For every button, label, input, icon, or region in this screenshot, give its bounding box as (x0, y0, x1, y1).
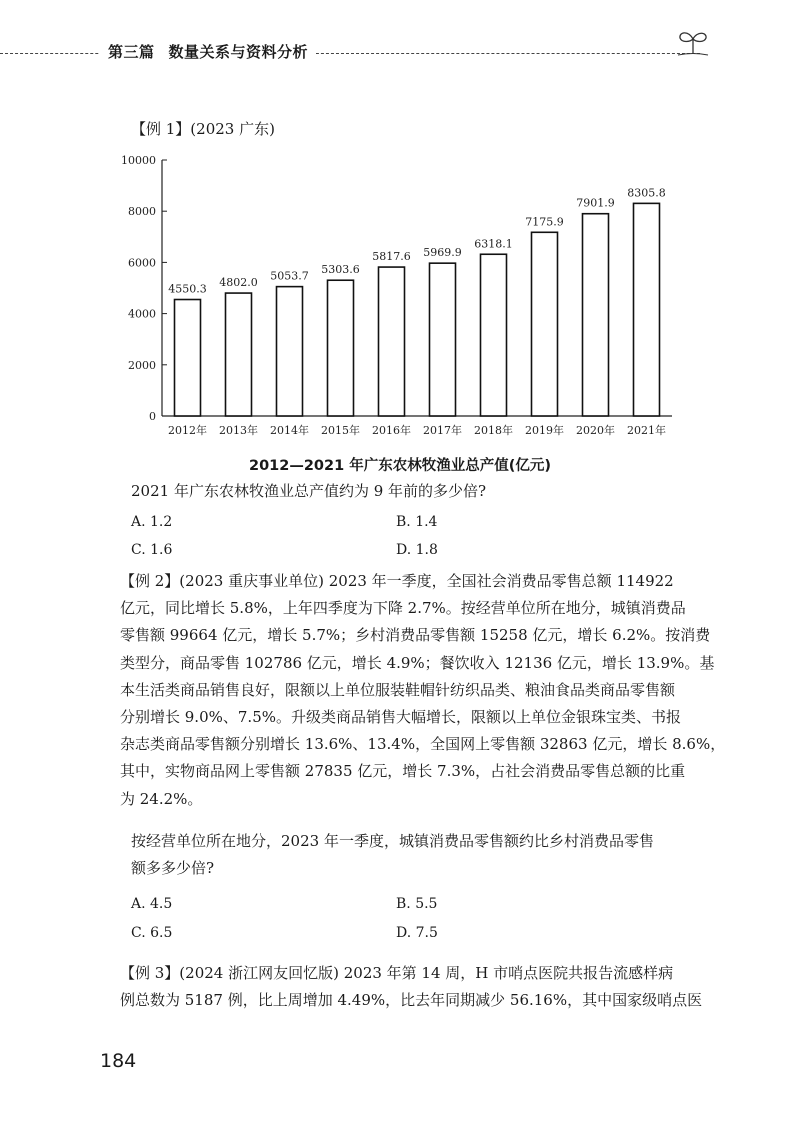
example2-line: 分别增长 9.0%、7.5%。升级类商品销售大幅增长，限额以上单位金银珠宝类、书报 (120, 708, 681, 727)
example2-question-line: 额多多少倍? (131, 859, 215, 878)
example1-option-a: A. 1.2 (131, 514, 173, 530)
y-tick-label: 2000 (128, 358, 156, 372)
bar (175, 300, 201, 416)
bar (277, 287, 303, 416)
example2-line: 其中，实物商品网上零售额 27835 亿元，增长 7.3%，占社会消费品零售总额的比重 (120, 762, 686, 781)
bar (328, 280, 354, 416)
bar-chart (120, 150, 680, 450)
sprout-icon (676, 26, 710, 56)
chart-caption: 2012—2021 年广东农林牧渔业总产值(亿元) (248, 458, 551, 474)
x-tick-label: 2012年 (168, 424, 207, 437)
example1-question: 2021 年广东农林牧渔业总产值约为 9 年前的多少倍? (131, 482, 487, 500)
x-tick-label: 2019年 (525, 424, 564, 437)
bar-value-label: 7175.9 (525, 215, 564, 229)
x-tick-label: 2013年 (219, 424, 258, 437)
bar-value-label: 5817.6 (372, 250, 411, 264)
x-tick-label: 2016年 (372, 424, 411, 437)
bar-value-label: 4802.0 (219, 276, 258, 290)
x-tick-label: 2017年 (423, 424, 462, 437)
example2-line: 杂志类商品零售额分别增长 13.6%、13.4%，全国网上零售额 32863 亿元，增长 8.6%， (120, 735, 726, 754)
header-title: 数量关系与资料分析 (168, 43, 309, 61)
example3-text (120, 960, 702, 1014)
y-tick-label: 6000 (128, 256, 156, 270)
y-tick-label: 0 (149, 410, 156, 423)
example2-text (120, 568, 726, 813)
bar (430, 263, 456, 416)
example2-option-c: C. 6.5 (131, 925, 173, 941)
example2-option-a: A. 4.5 (131, 896, 173, 912)
example2-option-b: B. 5.5 (396, 896, 438, 912)
example1-option-c: C. 1.6 (131, 542, 173, 558)
example2-line: 本生活类商品销售良好，限额以上单位服装鞋帽针纺织品类、粮油食品类商品零售额 (120, 680, 676, 699)
y-tick-label: 8000 (128, 205, 156, 219)
example1-option-b: B. 1.4 (396, 514, 438, 530)
bar-value-label: 6318.1 (474, 237, 513, 251)
example2-question-line: 按经营单位所在地分，2023 年一季度，城镇消费品零售额约比乡村消费品零售 (131, 832, 654, 850)
example3-line: 例总数为 5187 例，比上周增加 4.49%，比去年同期减少 56.16%，其中国家级哨点医 (120, 991, 703, 1010)
example2-line: 亿元，同比增长 5.8%，上年四季度为下降 2.7%。按经营单位所在地分，城镇消费品 (120, 599, 686, 618)
example2-option-d: D. 7.5 (396, 925, 438, 941)
example2-line: 零售额 99664 亿元，增长 5.7%；乡村消费品零售额 15258 亿元，增长 6.2%。按消费 (120, 626, 711, 645)
x-tick-label: 2020年 (576, 424, 615, 437)
bar (634, 203, 660, 416)
example2-line: 类型分，商品零售 102786 亿元，增长 4.9%；餐饮收入 12136 亿元，增长 13.9%。基 (120, 653, 715, 672)
y-tick-label: 4000 (128, 307, 156, 321)
x-tick-label: 2014年 (270, 424, 309, 437)
bar-value-label: 4550.3 (168, 282, 207, 296)
example1-option-d: D. 1.8 (396, 542, 438, 558)
bar-value-label: 7901.9 (576, 196, 615, 210)
bar-value-label: 8305.8 (627, 186, 666, 200)
x-tick-label: 2015年 (321, 424, 360, 437)
example2-line: 【例 2】(2023 重庆事业单位) 2023 年一季度，全国社会消费品零售总额 114922 (120, 572, 674, 590)
example2-line: 为 24.2%。 (120, 789, 203, 808)
example1-label: 【例 1】(2023 广东) (131, 120, 275, 138)
bar (379, 267, 405, 416)
header-part: 第三篇 (108, 43, 155, 61)
bar (481, 254, 507, 416)
bar (226, 293, 252, 416)
bar-value-label: 5303.6 (321, 263, 360, 277)
example2-question (131, 828, 701, 882)
page-number: 184 (100, 1050, 137, 1072)
bar (583, 214, 609, 416)
running-header (100, 41, 316, 62)
example3-line: 【例 3】(2024 浙江网友回忆版) 2023 年第 14 周，H 市哨点医院共报告流感样病 (120, 964, 674, 982)
y-tick-label: 10000 (121, 154, 156, 167)
x-tick-label: 2021年 (627, 424, 666, 437)
bar-value-label: 5053.7 (270, 269, 309, 283)
bar (532, 232, 558, 416)
x-tick-label: 2018年 (474, 424, 513, 437)
bar-value-label: 5969.9 (423, 246, 462, 260)
